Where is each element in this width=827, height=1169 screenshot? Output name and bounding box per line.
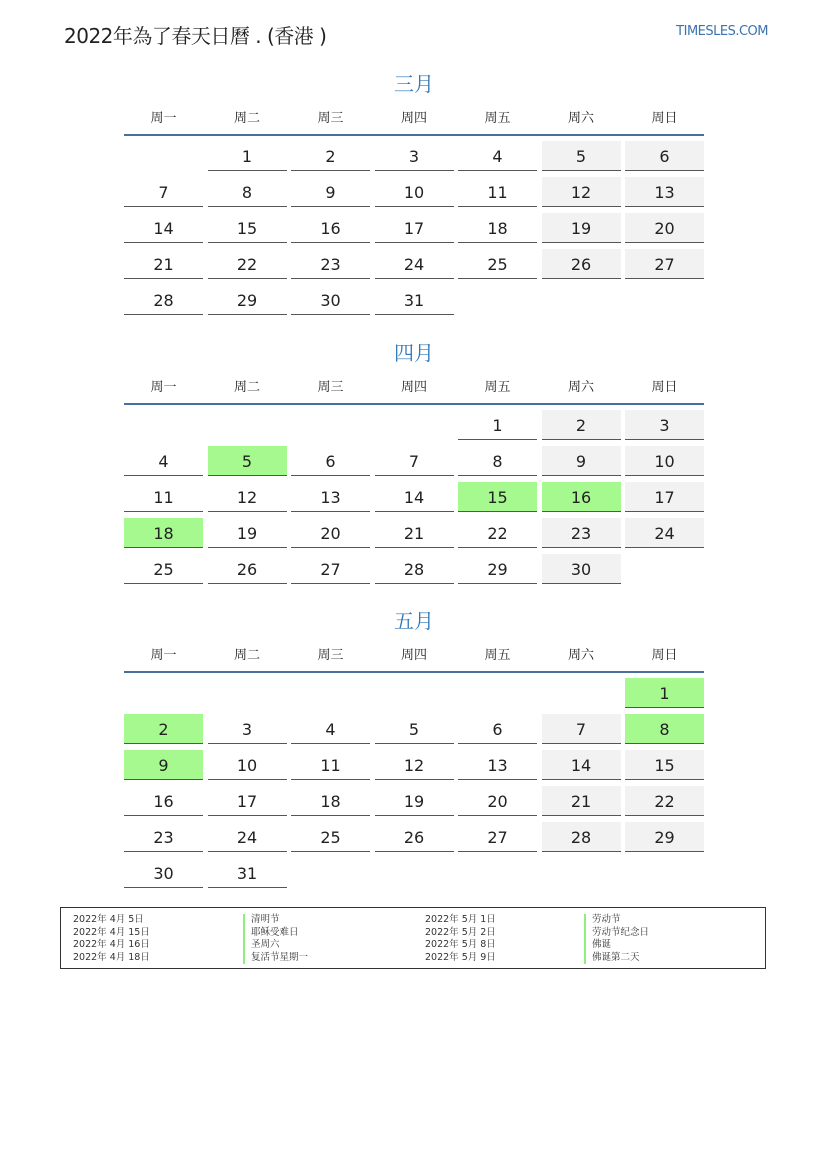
day-cell[interactable]: 30 — [542, 554, 621, 584]
holiday-day-cell[interactable]: 2 — [124, 714, 203, 744]
day-cell[interactable]: 8 — [458, 446, 537, 476]
empty-day-cell — [124, 410, 203, 440]
day-cell[interactable]: 3 — [208, 714, 287, 744]
holiday-date: 2022年 5月 2日 — [425, 926, 496, 938]
weekday-label: 周六 — [567, 111, 594, 126]
weekday-label: 周一 — [150, 648, 177, 663]
day-cell[interactable]: 24 — [375, 249, 454, 279]
weekday-label: 周三 — [317, 380, 344, 395]
holiday-name: 劳动节纪念日 — [584, 927, 649, 940]
holiday-day-cell[interactable]: 18 — [124, 518, 203, 548]
holiday-name: 佛诞第二天 — [584, 952, 649, 965]
empty-day-cell — [375, 678, 454, 708]
day-cell[interactable]: 11 — [291, 750, 370, 780]
holiday-day-cell[interactable]: 1 — [625, 678, 704, 708]
day-cell[interactable]: 6 — [291, 446, 370, 476]
weekday-header — [124, 104, 704, 136]
day-cell[interactable]: 14 — [375, 482, 454, 512]
weekday-label: 周五 — [484, 380, 511, 395]
holiday-day-cell[interactable]: 8 — [625, 714, 704, 744]
day-cell[interactable]: 29 — [625, 822, 704, 852]
day-cell[interactable]: 12 — [375, 750, 454, 780]
day-cell[interactable]: 20 — [291, 518, 370, 548]
day-cell[interactable]: 30 — [124, 858, 203, 888]
day-cell[interactable]: 25 — [458, 249, 537, 279]
site-link[interactable]: TIMESLES.COM — [676, 24, 768, 39]
holiday-day-cell[interactable]: 15 — [458, 482, 537, 512]
day-cell[interactable]: 24 — [208, 822, 287, 852]
day-cell[interactable]: 4 — [291, 714, 370, 744]
day-cell[interactable]: 12 — [208, 482, 287, 512]
day-cell[interactable]: 3 — [375, 141, 454, 171]
day-cell[interactable]: 7 — [375, 446, 454, 476]
day-cell[interactable]: 12 — [542, 177, 621, 207]
day-cell[interactable]: 15 — [208, 213, 287, 243]
holiday-day-cell[interactable]: 16 — [542, 482, 621, 512]
day-cell[interactable]: 13 — [291, 482, 370, 512]
day-cell[interactable]: 9 — [542, 446, 621, 476]
day-cell[interactable]: 1 — [208, 141, 287, 171]
day-cell[interactable]: 7 — [124, 177, 203, 207]
month-march — [124, 70, 704, 321]
weekday-label: 周一 — [150, 111, 177, 126]
day-cell[interactable]: 6 — [458, 714, 537, 744]
holiday-name: 佛诞 — [584, 939, 649, 952]
day-cell[interactable]: 9 — [291, 177, 370, 207]
day-cell[interactable]: 5 — [542, 141, 621, 171]
day-cell[interactable]: 31 — [208, 858, 287, 888]
holiday-name: 圣周六 — [243, 939, 308, 952]
weekday-label: 周日 — [651, 648, 678, 663]
day-cell[interactable]: 17 — [208, 786, 287, 816]
day-cell[interactable]: 19 — [542, 213, 621, 243]
day-cell[interactable]: 28 — [375, 554, 454, 584]
holiday-name: 清明节 — [243, 914, 308, 927]
day-cell[interactable]: 19 — [208, 518, 287, 548]
holiday-date: 2022年 4月 15日 — [73, 926, 150, 938]
day-cell[interactable]: 27 — [625, 249, 704, 279]
day-cell[interactable]: 14 — [542, 750, 621, 780]
day-cell[interactable]: 25 — [291, 822, 370, 852]
weekday-label: 周日 — [651, 111, 678, 126]
day-cell[interactable]: 14 — [124, 213, 203, 243]
month-title: 五月 — [394, 609, 434, 633]
legend-names-col-1 — [243, 914, 308, 964]
empty-day-cell — [124, 678, 203, 708]
day-cell[interactable]: 3 — [625, 410, 704, 440]
day-cell[interactable]: 1 — [458, 410, 537, 440]
holiday-date: 2022年 4月 16日 — [73, 939, 150, 950]
day-cell[interactable]: 18 — [291, 786, 370, 816]
holiday-date: 2022年 5月 9日 — [425, 951, 496, 963]
day-cell[interactable]: 26 — [208, 554, 287, 584]
day-cell[interactable]: 20 — [458, 786, 537, 816]
day-cell[interactable]: 30 — [291, 285, 370, 315]
day-cell[interactable]: 7 — [542, 714, 621, 744]
day-cell[interactable]: 31 — [375, 285, 454, 315]
empty-day-cell — [375, 410, 454, 440]
day-grid — [124, 410, 704, 590]
day-cell[interactable]: 21 — [542, 786, 621, 816]
empty-day-cell — [291, 678, 370, 708]
weekday-label: 周六 — [567, 380, 594, 395]
weekday-label: 周二 — [233, 648, 260, 663]
legend-dates-col-2 — [425, 914, 496, 964]
weekday-label: 周五 — [484, 111, 511, 126]
day-cell[interactable]: 21 — [124, 249, 203, 279]
holiday-date: 2022年 5月 8日 — [425, 939, 496, 950]
empty-day-cell — [542, 678, 621, 708]
day-cell[interactable]: 5 — [375, 714, 454, 744]
holiday-day-cell[interactable]: 9 — [124, 750, 203, 780]
day-cell[interactable]: 25 — [124, 554, 203, 584]
day-cell[interactable]: 19 — [375, 786, 454, 816]
legend-names-col-2 — [584, 914, 649, 964]
day-cell[interactable]: 17 — [375, 213, 454, 243]
day-cell[interactable]: 13 — [625, 177, 704, 207]
weekday-label: 周六 — [567, 648, 594, 663]
day-cell[interactable]: 22 — [458, 518, 537, 548]
weekday-label: 周日 — [651, 380, 678, 395]
weekday-label: 周四 — [400, 648, 427, 663]
holiday-day-cell[interactable]: 5 — [208, 446, 287, 476]
holiday-date: 2022年 5月 1日 — [425, 914, 496, 925]
month-april — [124, 339, 704, 590]
day-cell[interactable]: 22 — [208, 249, 287, 279]
day-cell[interactable]: 16 — [291, 213, 370, 243]
day-cell[interactable]: 18 — [458, 213, 537, 243]
holiday-name: 劳动节 — [584, 914, 649, 927]
day-cell[interactable]: 28 — [542, 822, 621, 852]
day-cell[interactable]: 4 — [124, 446, 203, 476]
weekday-label: 周三 — [317, 111, 344, 126]
day-cell[interactable]: 10 — [375, 177, 454, 207]
weekday-label: 周四 — [400, 380, 427, 395]
empty-day-cell — [291, 410, 370, 440]
day-cell[interactable]: 27 — [291, 554, 370, 584]
day-cell[interactable]: 6 — [625, 141, 704, 171]
day-cell[interactable]: 26 — [375, 822, 454, 852]
weekday-header — [124, 373, 704, 405]
holiday-name: 复活节星期一 — [243, 952, 308, 965]
page-title: 2022年為了春天日曆 . (香港 ) — [64, 24, 327, 48]
month-title: 三月 — [394, 72, 434, 96]
day-grid — [124, 678, 704, 894]
legend-dates-col-1 — [73, 914, 150, 964]
empty-day-cell — [458, 678, 537, 708]
holiday-legend — [60, 907, 766, 969]
day-cell[interactable]: 29 — [458, 554, 537, 584]
day-cell[interactable]: 26 — [542, 249, 621, 279]
day-cell[interactable]: 2 — [542, 410, 621, 440]
empty-day-cell — [208, 410, 287, 440]
month-title: 四月 — [394, 341, 434, 365]
holiday-date: 2022年 4月 18日 — [73, 951, 150, 963]
day-cell[interactable]: 8 — [208, 177, 287, 207]
day-cell[interactable]: 28 — [124, 285, 203, 315]
weekday-label: 周二 — [233, 111, 260, 126]
day-cell[interactable]: 23 — [291, 249, 370, 279]
day-cell[interactable]: 22 — [625, 786, 704, 816]
day-cell[interactable]: 23 — [124, 822, 203, 852]
day-cell[interactable]: 17 — [625, 482, 704, 512]
holiday-name: 耶稣受难日 — [243, 927, 308, 940]
empty-day-cell — [208, 678, 287, 708]
month-may — [124, 607, 704, 894]
day-cell[interactable]: 20 — [625, 213, 704, 243]
day-cell[interactable]: 23 — [542, 518, 621, 548]
weekday-label: 周三 — [317, 648, 344, 663]
day-cell[interactable]: 24 — [625, 518, 704, 548]
day-cell[interactable]: 11 — [458, 177, 537, 207]
day-cell[interactable]: 13 — [458, 750, 537, 780]
day-cell[interactable]: 4 — [458, 141, 537, 171]
day-cell[interactable]: 16 — [124, 786, 203, 816]
holiday-date: 2022年 4月 5日 — [73, 914, 144, 925]
weekday-header — [124, 641, 704, 673]
day-grid — [124, 141, 704, 321]
weekday-label: 周五 — [484, 648, 511, 663]
day-cell[interactable]: 10 — [208, 750, 287, 780]
day-cell[interactable]: 11 — [124, 482, 203, 512]
weekday-label: 周四 — [400, 111, 427, 126]
day-cell[interactable]: 15 — [625, 750, 704, 780]
day-cell[interactable]: 21 — [375, 518, 454, 548]
day-cell[interactable]: 29 — [208, 285, 287, 315]
weekday-label: 周二 — [233, 380, 260, 395]
day-cell[interactable]: 27 — [458, 822, 537, 852]
empty-day-cell — [124, 141, 203, 171]
day-cell[interactable]: 2 — [291, 141, 370, 171]
day-cell[interactable]: 10 — [625, 446, 704, 476]
weekday-label: 周一 — [150, 380, 177, 395]
